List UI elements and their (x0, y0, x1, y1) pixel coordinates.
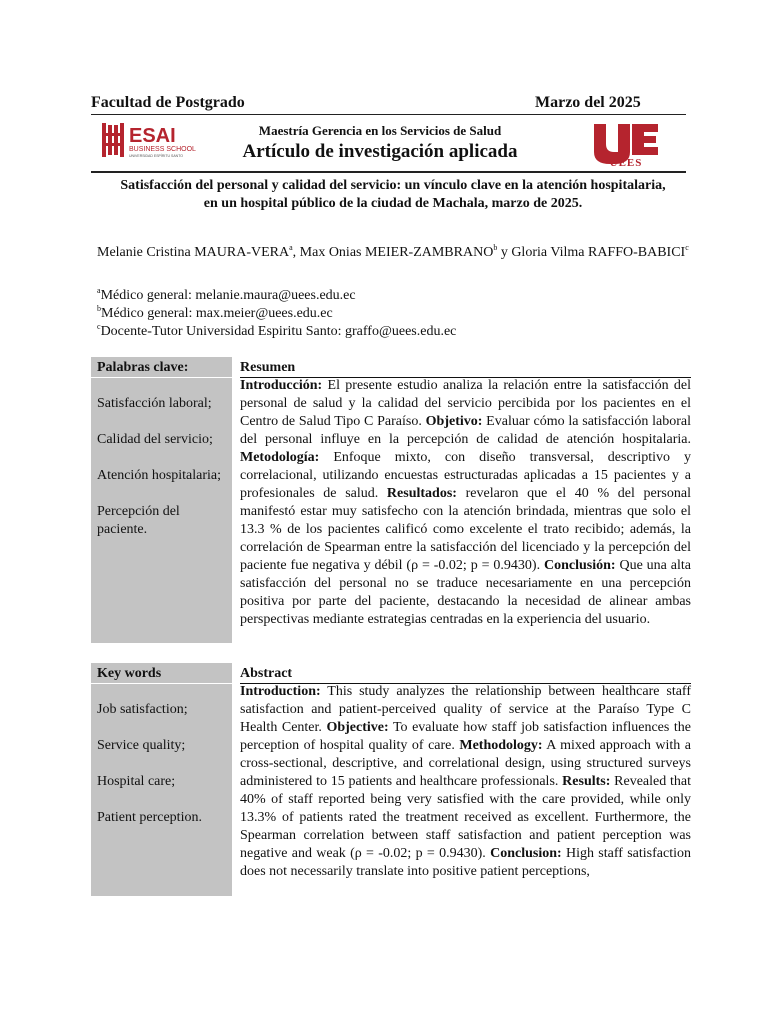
svg-text:BUSINESS SCHOOL: BUSINESS SCHOOL (129, 146, 196, 153)
keyword: Satisfacción laboral; (97, 396, 212, 411)
author-2: Max Onias MEIER-ZAMBRANO (299, 245, 494, 260)
author-3-sup: c (685, 243, 689, 252)
svg-text:ESAI: ESAI (129, 125, 176, 147)
abstract-heading: Abstract (240, 666, 293, 681)
abstract-body: Introduction: This study analyzes the relationship between healthcare staff satisfaction and patient-perceived quality of service at the Paraíso Type C Health Center. Objective: To evaluate how staff job satisfaction influences the perception of hospital quality of care. Methodology: A mixed approach with a cross-sectional, descriptive, and correlational design, using structured surveys administered to 15 patients and healthcare professionals. Results: Revealed that 40% of staff reported being very satisfied with the care provided, while only 13.3% of patients rated the treatment received as excellent. Furthermore, the Spearman correlation between staff satisfaction and patient perception was negative and weak (ρ = -0.02; p = 0.9430). Conclusion: High staff satisfaction does not necessarily translate into positive patient perceptions, (240, 684, 691, 879)
keyword: Hospital care; (97, 774, 176, 789)
resumen (240, 359, 691, 629)
affiliations (97, 287, 692, 341)
svg-text:UEES: UEES (609, 157, 643, 168)
title-line-2: en un hospital público de la ciudad de Machala, marzo de 2025. (203, 196, 583, 211)
affiliation: $^b$Médico general: max.meier@uees.edu.ec (97, 304, 333, 321)
keywords-es-panel (91, 357, 232, 643)
author-2-sup: b (493, 243, 498, 252)
issue-date: Marzo del 2025 (535, 94, 641, 111)
header-divider (91, 114, 686, 115)
paper-title (91, 177, 695, 213)
abstract-divider (240, 683, 691, 684)
author-1: Melanie Cristina MAURA-VERA (97, 245, 290, 260)
author-1-sup: a (289, 243, 293, 252)
svg-text:UNIVERSIDAD ESPÍRITU SANTO: UNIVERSIDAD ESPÍRITU SANTO (129, 154, 184, 158)
resumen-divider (240, 377, 691, 378)
keyword: Atención hospitalaria; (97, 468, 222, 483)
affiliation: $^a$Médico general: melanie.maura@uees.edu.ec (97, 286, 356, 303)
resumen-heading: Resumen (240, 360, 296, 375)
faculty-label: Facultad de Postgrado (91, 94, 245, 111)
author-3: Gloria Vilma RAFFO-BABICI (511, 245, 686, 260)
esai-logo (100, 121, 200, 161)
keyword: Percepción del paciente. (97, 504, 180, 537)
uees-logo (590, 122, 662, 168)
header-band-divider (91, 171, 686, 173)
keyword: Job satisfaction; (97, 702, 188, 717)
keyword: Service quality; (97, 738, 186, 753)
keyword: Patient perception. (97, 810, 202, 825)
keywords-en-panel (91, 663, 232, 896)
title-line-1: Satisfacción del personal y calidad del servicio: un vínculo clave en la atención hospitalaria, (120, 178, 666, 193)
resumen-body: Introducción: El presente estudio analiza la relación entre la satisfacción del personal de salud y la calidad del servicio percibida por los pacientes en el Centro de Salud Tipo C Paraíso. Objetivo: Evaluar cómo la satisfacción laboral del personal influye en la percepción de calidad de atención hospitalaria. Metodología: Enfoque mixto, con diseño transversal, descriptivo y correlacional, utilizando encuestas estructuradas aplicadas a 15 pacientes y a profesionales de salud. Resultados: revelaron que el 40 % del personal manifestó estar muy satisfecho con la atención brindada, mientras que solo el 13.3 % de los pacientes calificó como excelente el trato recibido; además, la correlación de Spearman entre la satisfacción del licenciado y la percepción del paciente fue negativa y débil (ρ = -0.02; p = 0.9430). Conclusión: Que una alta satisfacción del personal no se traduce necesariamente en una percepción positiva por parte del paciente, destacando la necesidad de alinear ambas perspectivas mediante estrategias centradas en la experiencia del usuario. (240, 378, 692, 627)
affiliation: $^c$Docente-Tutor Universidad Espiritu Santo: graffo@uees.edu.ec (97, 322, 457, 339)
keywords-es-title: Palabras clave: (97, 360, 189, 375)
keywords-en-title: Key words (97, 666, 162, 681)
program-name: Maestría Gerencia en los Servicios de Salud (258, 123, 502, 138)
keyword: Calidad del servicio; (97, 432, 213, 447)
article-type: Artículo de investigación aplicada (242, 141, 518, 162)
abstract (240, 665, 691, 881)
author-list: Melanie Cristina MAURA-VERA$^a$, Max Onias MEIER-ZAMBRANO$^b$ y Gloria Vilma RAFFO-BABICI$^c$ (97, 243, 689, 260)
